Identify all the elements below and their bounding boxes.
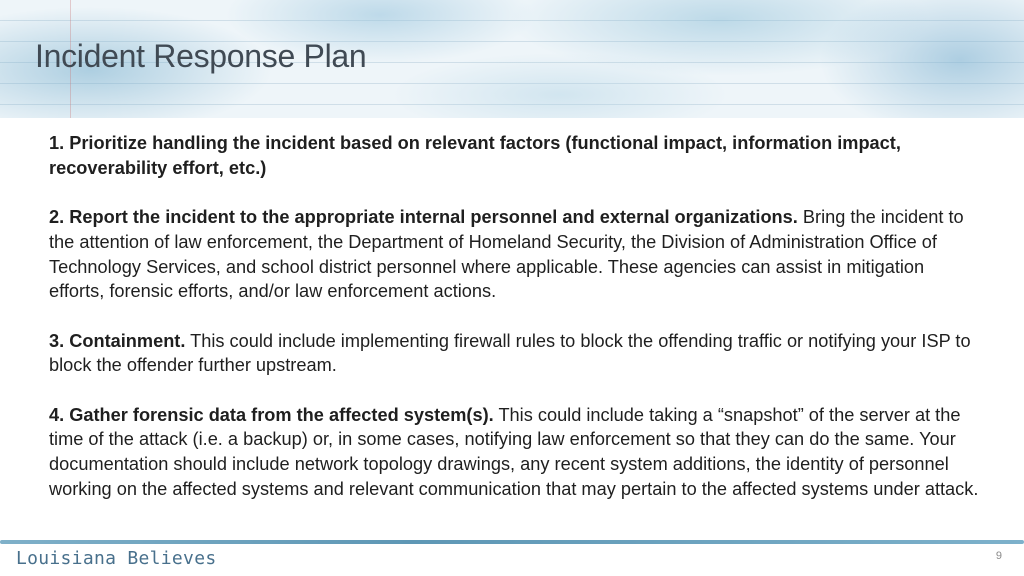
item-text: This could include taking a “snapshot” of the server at the time of the attack (i.e. a backup) or, in some cases, notifying law enforcement so that they can do the same. Your documentation should include network topology drawings, any recent system additions, the identity of personnel working on the affected systems and relevant communication that may pertain to the affected systems under attack. bbox=[49, 404, 979, 499]
louisiana-believes-logo: Louisiana Believes bbox=[16, 548, 217, 569]
list-item bbox=[49, 329, 979, 378]
item-heading: 2. Report the incident to the appropriate internal personnel and external organizations. bbox=[49, 207, 798, 228]
list-item bbox=[49, 403, 979, 502]
item-text: This could include implementing firewall rules to block the offending traffic or notifying your ISP to block the offender further upstream. bbox=[49, 330, 971, 376]
slide-title: Incident Response Plan bbox=[35, 38, 367, 74]
header-banner bbox=[0, 0, 1024, 118]
list-item bbox=[49, 131, 979, 180]
slide-body bbox=[49, 131, 979, 526]
item-heading: 4. Gather forensic data from the affected system(s). bbox=[49, 404, 494, 425]
footer-divider bbox=[0, 540, 1024, 544]
item-heading: 1. Prioritize handling the incident based on relevant factors (functional impact, information impact, recoverability effort, etc.) bbox=[49, 133, 901, 178]
item-text: Bring the incident to the attention of law enforcement, the Department of Homeland Security, the Division of Administration Office of Technology Services, and school district personnel where applicable. These agencies can assist in mitigation efforts, forensic efforts, and/or law enforcement actions. bbox=[49, 207, 964, 302]
list-item bbox=[49, 205, 979, 304]
page-number: 9 bbox=[995, 550, 1002, 562]
item-heading: 3. Containment. bbox=[49, 330, 186, 351]
